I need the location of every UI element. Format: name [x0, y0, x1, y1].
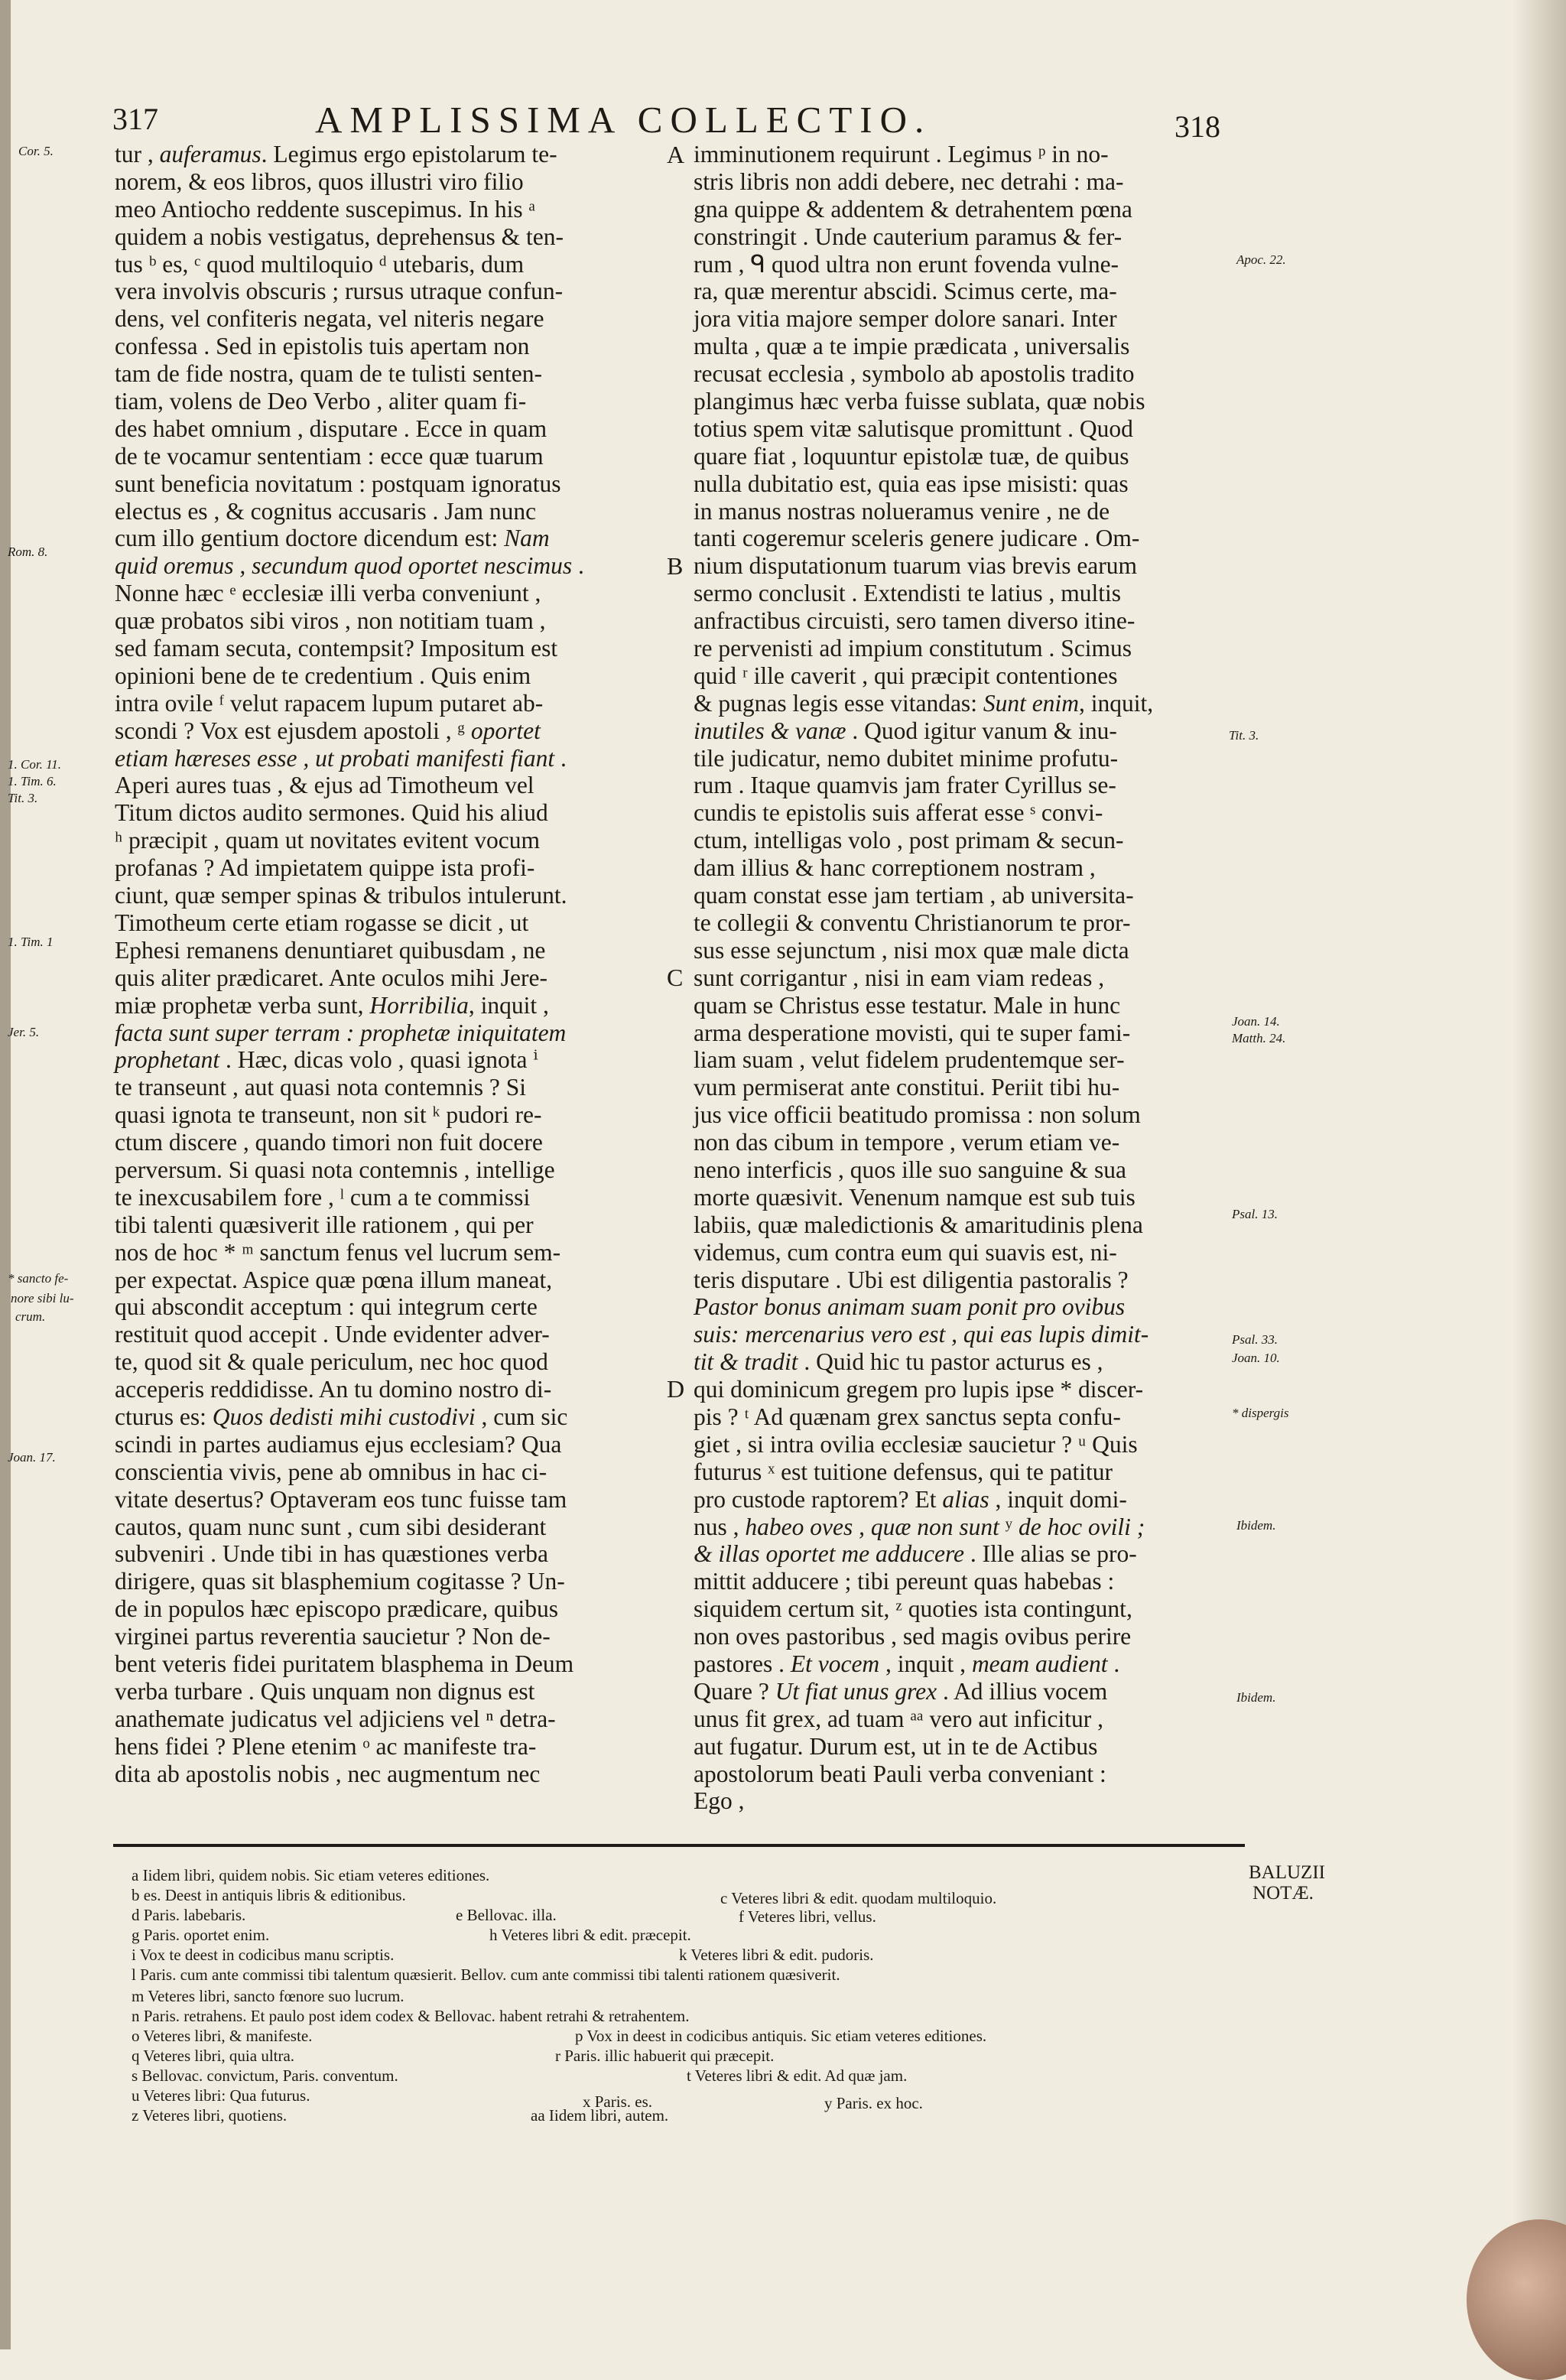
left-column-line: opinioni bene de te credentium . Quis enim [115, 662, 531, 689]
footnote: k Veteres libri & edit. pudoris. [679, 1946, 874, 1964]
margin-note: Tit. 3. [8, 791, 38, 805]
right-column-line: giet , si intra ovilia ecclesiæ saucietur ? ᵘ Quis [694, 1430, 1138, 1458]
right-column-line: anfractibus circuisti, sero tamen diverso itine- [694, 607, 1136, 635]
right-column-line: pis ? ᵗ Ad quænam grex sanctus septa confu- [694, 1403, 1121, 1430]
left-column-line: conscientia vivis, pene ab omnibus in hac ci- [115, 1458, 547, 1485]
left-column-line: anathemate judicatus vel adjiciens vel ⁿ detra- [115, 1705, 556, 1732]
right-column-line: quid ʳ ille caverit , qui præcipit contentiones [694, 662, 1118, 689]
right-column-line: Ego , [694, 1787, 745, 1815]
margin-note: Ibidem. [1236, 1518, 1276, 1533]
footnote: q Veteres libri, quia ultra. [132, 2047, 295, 2065]
right-column-line: liam suam , velut fidelem prudentemque ser- [694, 1046, 1125, 1074]
right-column-line: imminutionem requirunt . Legimus ᵖ in no- [694, 141, 1109, 167]
footnote: n Paris. retrahens. Et paulo post idem codex & Bellovac. habent retrahi & retrahentem. [132, 2007, 690, 2025]
left-column-line: Timotheum certe etiam rogasse se dicit , ut [115, 909, 529, 936]
margin-note: Joan. 14. [1232, 1014, 1280, 1029]
left-column-line: dens, vel confiteris negata, vel niteris negare [115, 305, 544, 333]
left-column-line: cautos, quam nunc sunt , cum sibi desiderant [115, 1513, 547, 1540]
left-column-line: bent veteris fidei puritatem blasphema in Deum [115, 1650, 574, 1677]
right-text-column [694, 141, 1229, 1815]
right-column-line: non das cibum in tempore , verum etiam ve- [694, 1129, 1120, 1156]
section-letter-a: A [667, 141, 685, 168]
left-column-line: sunt beneficia novitatum : postquam ignoratus [115, 470, 561, 497]
left-column-line: quid oremus , secundum quod oportet nescimus . [115, 552, 584, 580]
footnote: y Paris. ex hoc. [824, 2094, 923, 2112]
left-text-column [115, 141, 665, 1787]
left-column-line: de te vocamur sententiam : ecce quæ tuarum [115, 442, 544, 470]
page-number-right: 318 [1174, 109, 1220, 144]
right-column-line: gna quippe & addentem & detrahentem pœna [694, 195, 1132, 223]
footnote: f Veteres libri, vellus. [739, 1907, 876, 1926]
right-column-line: arma desperatione movisti, qui te super fami- [694, 1019, 1131, 1046]
right-column-line: non oves pastoribus , sed magis ovibus perire [694, 1623, 1132, 1650]
left-column-line: quis aliter prædicaret. Ante oculos mihi Jere- [115, 964, 547, 991]
right-column-line: dam illius & hanc correptionem nostram , [694, 854, 1096, 882]
footnote: a Iidem libri, quidem nobis. Sic etiam veteres editiones. [132, 1866, 490, 1884]
section-letter-b: B [667, 552, 684, 580]
right-column-line: videmus, cum contra eum qui suavis est, ni- [694, 1238, 1117, 1266]
right-column-line: Pastor bonus animam suam ponit pro ovibus [694, 1293, 1126, 1321]
right-column-line: rum . Itaque quamvis jam frater Cyrillus se- [694, 772, 1116, 799]
right-column-line: & pugnas legis esse vitandas: Sunt enim, inquit, [694, 689, 1154, 717]
left-column-line: des habet omnium , disputare . Ecce in quam [115, 415, 547, 442]
left-column-line: sed famam secuta, contempsit? Impositum est [115, 635, 558, 662]
right-column-line: suis: mercenarius vero est , qui eas lupis dimit- [694, 1321, 1149, 1348]
left-column-line: acceperis reddidisse. An tu domino nostro di- [115, 1376, 552, 1403]
left-column-line: quæ probatos sibi viros , non notitiam tuam , [115, 607, 546, 635]
left-column-line: vera involvis obscuris ; rursus utraque confun- [115, 278, 564, 305]
left-column-line: ctum discere , quando timori non fuit docere [115, 1129, 543, 1156]
footnote-rule [113, 1844, 1245, 1847]
footnote: p Vox in deest in codicibus antiquis. Sic etiam veteres editiones. [575, 2027, 987, 2045]
left-column-line: tam de fide nostra, quam de te tulisti senten- [115, 360, 542, 388]
left-column-line: perversum. Si quasi nota contemnis , intellige [115, 1156, 555, 1183]
footnote: g Paris. oportet enim. [132, 1926, 270, 1944]
right-column-line: ra, quæ merentur abscidi. Scimus certe, ma- [694, 278, 1117, 305]
footnote: u Veteres libri: Qua futurus. [132, 2086, 310, 2105]
right-column-line: labiis, quæ maledictionis & amaritudinis plena [694, 1211, 1143, 1238]
left-column-line: nos de hoc * ᵐ sanctum fenus vel lucrum sem- [115, 1238, 561, 1266]
left-column-line: hens fidei ? Plene etenim ᵒ ac manifeste tra- [115, 1732, 537, 1760]
right-column-line: quam constat esse jam tertiam , ab universita- [694, 882, 1134, 909]
left-column-line: Aperi aures tuas , & ejus ad Timotheum vel [115, 772, 534, 799]
left-column-line: electus es , & cognitus accusaris . Jam nunc [115, 497, 537, 525]
footnote: r Paris. illic habuerit qui præcepit. [555, 2047, 775, 2065]
footnote: e Bellovac. illa. [456, 1906, 557, 1924]
left-column-line: profanas ? Ad impietatem quippe ista profi- [115, 854, 535, 882]
left-column-line: intra ovile ᶠ velut rapacem lupum putaret ab- [115, 689, 544, 717]
right-column-line: tile judicatur, nemo dubitet minime profutu- [694, 744, 1119, 772]
right-column-line: quare fiat , loquuntur epistolæ tuæ, de quibus [694, 442, 1129, 470]
right-column-line: unus fit grex, ad tuam ᵃᵃ vero aut inficitur , [694, 1705, 1103, 1732]
margin-note: Matth. 24. [1232, 1031, 1286, 1045]
margin-note: Rom. 8. [8, 545, 48, 559]
right-column-line: nium disputationum tuarum vias brevis earum [694, 552, 1138, 580]
left-column-line: quidem a nobis vestigatus, deprehensus & ten- [115, 223, 564, 250]
right-column-line: sermo conclusit . Extendisti te latius , multis [694, 580, 1122, 607]
footnote: z Veteres libri, quotiens. [132, 2106, 288, 2125]
left-column-line: virginei partus reverentia saucietur ? Non de- [115, 1623, 551, 1650]
left-column-line: Nonne hæc ᵉ ecclesiæ illi verba conveniunt , [115, 580, 541, 607]
right-column-line: mittit adducere ; tibi pereunt quas habebas : [694, 1568, 1115, 1595]
left-column-line: tus ᵇ es, ᶜ quod multiloquio ᵈ utebaris, dum [115, 250, 525, 278]
right-column-line: pro custode raptorem? Et alias , inquit domi- [694, 1485, 1127, 1513]
left-column-line: norem, & eos libros, quos illustri viro filio [115, 167, 524, 195]
left-column-line: de in populos hæc episcopo prædicare, quibus [115, 1595, 559, 1623]
footnote: b es. Deest in antiquis libris & editionibus. [132, 1886, 406, 1904]
left-column-line: facta sunt super terram : prophetæ iniquitatem [115, 1019, 567, 1046]
left-column-line: tiam, volens de Deo Verbo , aliter quam fi- [115, 388, 527, 415]
right-column-line: totius spem vitæ salutisque promittunt . Quod [694, 415, 1133, 442]
right-column-line: neno interficis , quos ille suo sanguine & sua [694, 1156, 1127, 1183]
left-column-line: per expectat. Aspice quæ pœna illum maneat, [115, 1266, 553, 1293]
page-edge [0, 0, 11, 2349]
margin-note: Cor. 5. [18, 144, 54, 158]
right-column-line: futurus ˣ est tuitione defensus, qui te patitur [694, 1458, 1113, 1485]
left-column-line: tur , auferamus. Legimus ergo epistolarum te- [115, 141, 557, 167]
left-column-line: Titum dictos audito sermones. Quid his aliud [115, 799, 548, 827]
right-column-line: & illas oportet me adducere . Ille alias se pro- [694, 1540, 1137, 1568]
margin-note: 1. Tim. 6. [8, 774, 57, 788]
right-column-line: sus esse sejunctum , nisi mox quæ male dicta [694, 936, 1129, 964]
section-letter-c: C [667, 964, 684, 991]
right-column-line: ctum, intelligas volo , post primam & secun- [694, 827, 1124, 854]
right-column-line: qui dominicum gregem pro lupis ipse * discer- [694, 1376, 1144, 1403]
left-column-line: ʰ præcipit , quam ut novitates evitent vocum [115, 827, 541, 854]
left-column-line: dita ab apostolis nobis , nec augmentum nec [115, 1760, 541, 1787]
left-column-line: scondi ? Vox est ejusdem apostoli , ᵍ oportet [115, 717, 541, 744]
right-column-line: multa , quæ a te impie prædicata , universalis [694, 333, 1130, 360]
left-column-line: miæ prophetæ verba sunt, Horribilia, inquit , [115, 991, 549, 1019]
right-column-line: morte quæsivit. Venenum namque est sub tuis [694, 1183, 1136, 1211]
page-number-left: 317 [112, 102, 158, 136]
left-column-line: quasi ignota te transeunt, non sit ᵏ pudori re- [115, 1101, 542, 1129]
left-column-line: dirigere, quas sit blasphemium cogitasse ? Un- [115, 1568, 565, 1595]
margin-note: * sancto fe- [8, 1271, 69, 1286]
left-column-line: ciunt, quæ semper spinas & tribulos intulerunt. [115, 882, 567, 909]
right-column-line: apostolorum beati Pauli verba conveniant : [694, 1760, 1106, 1787]
left-column-line: te, quod sit & quale periculum, nec hoc quod [115, 1348, 548, 1376]
right-column-line: Quare ? Ut fiat unus grex . Ad illius vocem [694, 1677, 1108, 1705]
section-letter-d: D [667, 1375, 685, 1403]
margin-note: Tit. 3. [1229, 728, 1259, 743]
margin-note: 1. Tim. 1 [8, 935, 54, 949]
left-column-line: cturus es: Quos dedisti mihi custodivi , cum sic [115, 1403, 568, 1430]
margin-note: Joan. 17. [8, 1450, 56, 1465]
right-column-line: in manus nostras nolueramus venire , ne de [694, 497, 1110, 525]
right-column-line: stris libris non addi debere, nec detrahi : ma- [694, 167, 1124, 195]
right-column-line: recusat ecclesia , symbolo ab apostolis tradito [694, 360, 1135, 388]
margin-note: Psal. 33. [1232, 1332, 1278, 1347]
footnote: s Bellovac. convictum, Paris. conventum. [132, 2066, 398, 2085]
margin-note: 1. Cor. 11. [8, 757, 62, 772]
right-column-line: jora vitia majore semper dolore sanari. Inter [694, 305, 1117, 333]
right-column-line: vum permiserat ante constitui. Periit tibi hu- [694, 1074, 1120, 1101]
page-gutter-shadow [1512, 0, 1566, 2349]
right-column-line: nulla dubitatio est, quia eas ipse misisti: quas [694, 470, 1129, 497]
footnote: x Paris. es. [583, 2092, 652, 2111]
right-column-line: quam se Christus esse testatur. Male in hunc [694, 991, 1121, 1019]
margin-note: Psal. 13. [1232, 1207, 1278, 1221]
right-column-line: nus , habeo oves , quæ non sunt ʸ de hoc ovili ; [694, 1513, 1145, 1540]
left-column-line: Ephesi remanens denuntiaret quibusdam , ne [115, 936, 546, 964]
footnote: m Veteres libri, sancto fœnore suo lucrum. [132, 1987, 404, 2005]
right-column-line: aut fugatur. Durum est, ut in te de Actibus [694, 1732, 1098, 1760]
margin-note: Ibidem. [1236, 1690, 1276, 1705]
running-title: AMPLISSIMA COLLECTIO. [315, 99, 932, 141]
left-column-line: scindi in partes audiamus ejus ecclesiam? Qua [115, 1430, 562, 1458]
right-column-line: cundis te epistolis suis afferat esse ˢ convi- [694, 799, 1103, 827]
left-column-line: te inexcusabilem fore , ˡ cum a te commissi [115, 1183, 531, 1211]
left-column-line: etiam hæreses esse , ut probati manifesti fiant . [115, 744, 567, 772]
footnote: aa Iidem libri, autem. [531, 2106, 669, 2125]
right-column-line: inutiles & vanæ . Quod igitur vanum & inu- [694, 717, 1117, 744]
margin-note: * dispergis [1232, 1406, 1289, 1420]
footnote: h Veteres libri & edit. præcepit. [489, 1926, 691, 1944]
right-column-line: siquidem certum sit, ᶻ quoties ista contingunt, [694, 1595, 1132, 1623]
margin-note: nore sibi lu- [11, 1291, 74, 1305]
right-column-line: rum , ᑫ quod ultra non erunt fovenda vulne- [694, 250, 1119, 278]
footnote: t Veteres libri & edit. Ad quæ jam. [687, 2066, 908, 2085]
left-column-line: qui abscondit acceptum : qui integrum certe [115, 1293, 538, 1321]
left-column-line: cum illo gentium doctore dicendum est: Nam [115, 525, 550, 552]
right-column-line: te collegii & conventu Christianorum te pror- [694, 909, 1131, 936]
left-column-line: tibi talenti quæsiverit ille rationem , qui per [115, 1211, 534, 1238]
left-column-line: meo Antiocho reddente suscepimus. In his ᵃ [115, 195, 536, 223]
margin-note: Apoc. 22. [1236, 252, 1286, 267]
notes-heading: BALUZII NOTÆ. [1249, 1862, 1325, 1904]
right-column-line: tanti cogeremur sceleris genere judicare . Om- [694, 525, 1140, 552]
right-column-line: tit & tradit . Quid hic tu pastor acturus es , [694, 1348, 1103, 1376]
footnote: o Veteres libri, & manifeste. [132, 2027, 313, 2045]
footnote: l Paris. cum ante commissi tibi talentum quæsierit. Bellov. cum ante commissi tibi talenti rationem quæsiverit. [132, 1965, 840, 1984]
left-column-line: prophetant . Hæc, dicas volo , quasi ignota ⁱ [115, 1046, 538, 1074]
footnote: c Veteres libri & edit. quodam multiloquio. [720, 1889, 997, 1907]
margin-note: Jer. 5. [8, 1025, 40, 1039]
right-column-line: pastores . Et vocem , inquit , meam audient . [694, 1650, 1120, 1677]
left-column-line: verba turbare . Quis unquam non dignus est [115, 1677, 535, 1705]
left-column-line: vitate desertus? Optaveram eos tunc fuisse tam [115, 1485, 567, 1513]
right-column-line: sunt corrigantur , nisi in eam viam redeas , [694, 964, 1105, 991]
right-column-line: plangimus hæc verba fuisse sublata, quæ nobis [694, 388, 1145, 415]
footnote: i Vox te deest in codicibus manu scriptis. [132, 1946, 395, 1964]
left-column-line: confessa . Sed in epistolis tuis apertam non [115, 333, 530, 360]
left-column-line: restituit quod accepit . Unde evidenter adver- [115, 1321, 550, 1348]
margin-note: Joan. 10. [1232, 1351, 1280, 1365]
left-column-line: subveniri . Unde tibi in has quæstiones verba [115, 1540, 548, 1568]
margin-note: crum. [15, 1309, 46, 1324]
right-column-line: jus vice officii beatitudo promissa : non solum [694, 1101, 1141, 1129]
right-column-line: re pervenisti ad impium constitutum . Scimus [694, 635, 1132, 662]
left-column-line: te transeunt , aut quasi nota contemnis ? Si [115, 1074, 527, 1101]
footnote: d Paris. labebaris. [132, 1906, 246, 1924]
thumb-photo [1467, 2219, 1566, 2380]
right-column-line: constringit . Unde cauterium paramus & fer- [694, 223, 1123, 250]
right-column-line: teris disputare . Ubi est diligentia pastoralis ? [694, 1266, 1129, 1293]
